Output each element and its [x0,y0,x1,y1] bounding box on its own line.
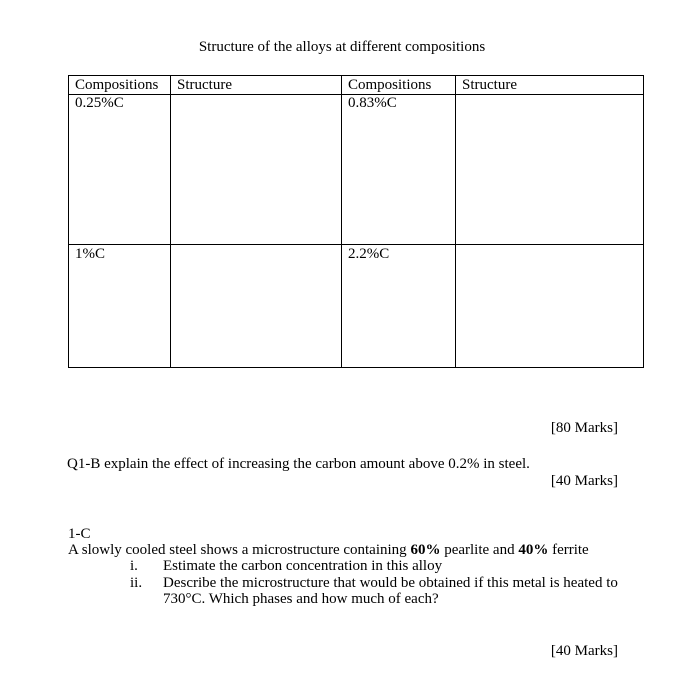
list-item-number: ii. [130,575,143,591]
composition-value: 1%C [75,246,105,262]
list-item-text: Describe the microstructure that would be obtained if this metal is heated to 730°C. Which phases and how much of each? [163,575,618,607]
q1b-marks: [40 Marks] [550,473,618,489]
q1c-marks: [40 Marks] [550,643,618,659]
column-header-compositions: Compositions [342,76,455,95]
list-item-text: Estimate the carbon concentration in this alloy [163,558,443,574]
table-cell [171,245,342,368]
alloy-structure-table [68,75,644,368]
ferrite-percent: 40% [518,542,549,558]
table-cell [171,76,342,245]
composition-value: 0.83%C [348,95,397,111]
intro-text: A slowly cooled steel shows a microstructure containing [68,542,411,558]
page-title: Structure of the alloys at different compositions [198,39,486,55]
composition-value: 2.2%C [348,246,390,262]
column-header-compositions: Compositions [69,76,170,95]
intro-text: pearlite and [440,542,519,558]
pearlite-percent: 60% [410,542,441,558]
table-cell [342,245,456,368]
table-marks: [80 Marks] [550,420,618,436]
intro-text: ferrite [548,542,589,558]
question-q1c-intro [68,542,589,559]
column-header-structure: Structure [456,76,643,95]
table-cell [69,76,171,245]
question-label: 1-C [68,526,91,542]
table-cell [456,76,644,245]
list-item-number: i. [130,558,138,574]
question-q1b: Q1-B explain the effect of increasing the carbon amount above 0.2% in steel. [67,456,530,472]
table-cell [456,245,644,368]
composition-value: 0.25%C [75,95,124,111]
table-cell [342,76,456,245]
column-header-structure: Structure [171,76,341,95]
table-cell [69,245,171,368]
